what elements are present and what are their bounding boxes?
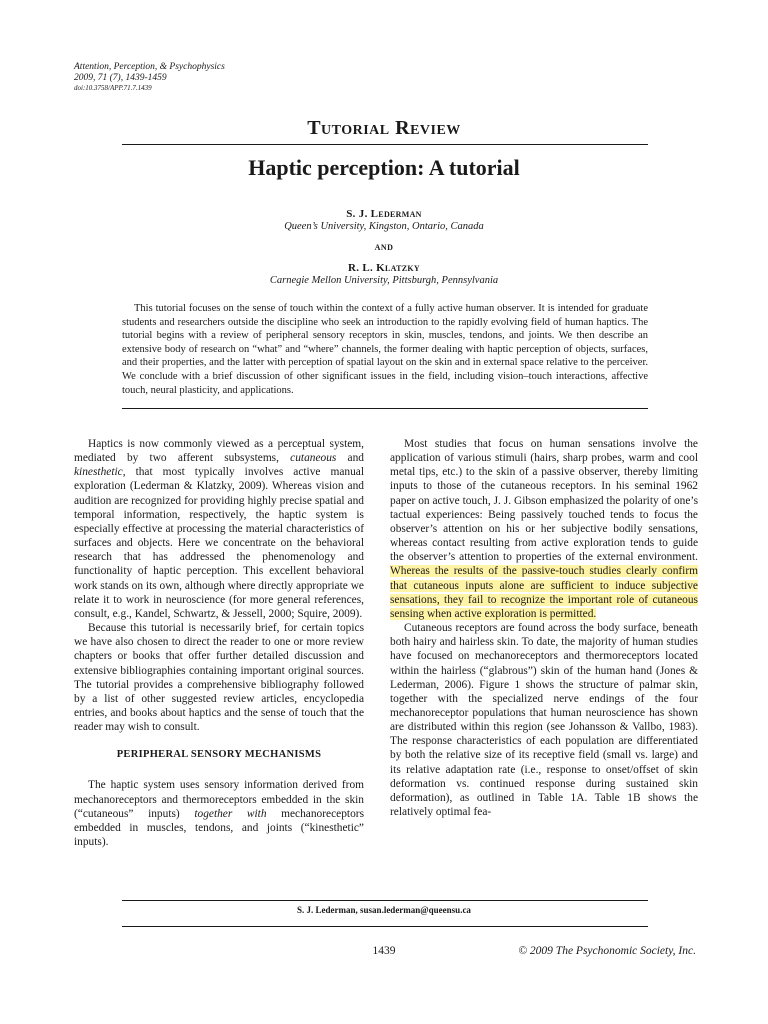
title-rule xyxy=(122,144,648,145)
paragraph: Most studies that focus on human sensations involve the application of various stimuli (hairs, sharp probes, warm and cool metal tips, etc.) to the skin of a passive observer, thereby limiting inputs to those of the cutaneous receptors. In his seminal 1962 paper on active touch, J. J. Gibson emphasized the polarity of one’s tactual experiences: Being passively touched tends to focus the observer’s attention on his or her subjective bodily sensations, whereas contact resulting from active exploration tends to guide the observer’s attention to properties of the external environment. Whereas the results of the passive-touch studies clearly confirm that cutaneous inputs alone are sufficient to induce subjective sensations, they fail to recognize the important role of cutaneous sensing when active exploration is permitted. xyxy=(390,438,698,620)
abstract-rule xyxy=(122,408,648,409)
author-name-2: R. L. Klatzky xyxy=(348,262,420,274)
section-heading: PERIPHERAL SENSORY MECHANISMS xyxy=(116,749,322,761)
footer-rule-bottom xyxy=(122,926,648,927)
author-affiliation-1: Queen’s University, Kingston, Ontario, Canada xyxy=(284,221,484,232)
journal-header xyxy=(74,62,225,93)
abstract: This tutorial focuses on the sense of touch within the context of a fully active human observer. It is intended for graduate students and researchers outside the discipline who seek an introduction to the rapidly evolving field of human haptics. The tutorial begins with a review of peripheral sensory receptors in skin, muscles, tendons, and joints. We then describe an extensive body of research on “what” and “where” channels, the former dealing with haptic perception of objects, surfaces, and their properties, and the latter with perception of spatial layout on the skin and in external space relative to the perceiver. We conclude with a brief discussion of other significant issues in the field, including vision–touch interactions, affective touch, neural plasticity, and applications. xyxy=(122,303,648,396)
author-affiliation-2: Carnegie Mellon University, Pittsburgh, Pennsylvania xyxy=(269,275,499,286)
page-title: Haptic perception: A tutorial xyxy=(248,155,520,180)
journal-name: Attention, Perception, & Psychophysics xyxy=(74,62,225,72)
footer-rule-top xyxy=(122,900,648,901)
journal-volume: 2009, 71 (7), 1439-1459 xyxy=(74,73,167,83)
paragraph: Because this tutorial is necessarily brief, for certain topics we have also chosen to direct the reader to one or more review chapters or books that offer further detailed discussion and extensive bibliographies containing important original sources. The tutorial provides a comprehensive bibliography followed by a list of other suggested review articles, encyclopedia entries, and books about haptics and the sense of touch that the reader may wish to consult. xyxy=(74,622,364,734)
paragraph: The haptic system uses sensory information derived from mechanoreceptors and thermoreceptors embedded in the skin (“cutaneous” inputs) together with mechanoreceptors embedded in muscles, tendons, and joints (“kinesthetic” inputs). xyxy=(74,779,364,849)
page-number: 1439 xyxy=(372,945,396,957)
paragraph: Cutaneous receptors are found across the body surface, beneath both hairy and hairless skin. To date, the majority of human studies have focused on mechanoreceptors and thermoreceptors located within the hairless (“glabrous”) skin of the human hand (Jones & Lederman, 2006). Figure 1 shows the structure of palmar skin, together with the specialized nerve endings of the four mechanoreceptor populations that human neuroscience has shown are distributed within this region (see Johansson & Vallbo, 1983). The response characteristics of each population are differentiated by both the relative size of its receptive field (small vs. large) and its relative adaptation rate (i.e., response to onset/offset of skin deformation vs. continued response during sustained skin deformation), as outlined in Table 1A. Table 1B shows the relatively optimal fea- xyxy=(390,622,698,819)
journal-doi: doi:10.3758/APP.71.7.1439 xyxy=(74,84,152,92)
author-name-1: S. J. Lederman xyxy=(346,208,422,220)
authors-conjunction: AND xyxy=(374,243,394,252)
paragraph: Haptics is now commonly viewed as a perceptual system, mediated by two afferent subsystems, cutaneous and kinesthetic, that most typically involves active manual exploration (Lederman & Klatzky, 2009). Whereas vision and audition are recognized for providing highly precise spatial and temporal information, respectively, the haptic system is especially effective at processing the material characteristics of surfaces and objects. Here we concentrate on the behavioral research that has addressed the phenomenology and functionality of haptic perception. This excellent behavioral work stands on its own, although where directly appropriate we relate it to work in neuroscience (for more general references, consult, e.g., Kandel, Schwartz, & Jessell, 2000; Squire, 2009). xyxy=(74,438,364,620)
right-column xyxy=(390,437,698,819)
author-contact: S. J. Lederman, susan.lederman@queensu.ca xyxy=(297,905,471,915)
highlighted-text[interactable]: Whereas the results of the passive-touch studies clearly confirm that cutaneous inputs alone are sufficient to induce subjective sensations, they fail to recognize the important role of cutaneous sensing when active exploration is permitted. xyxy=(390,565,698,620)
article-kicker: Tutorial Review xyxy=(307,117,461,139)
left-column xyxy=(74,437,364,849)
copyright-notice: © 2009 The Psychonomic Society, Inc. xyxy=(518,945,696,957)
